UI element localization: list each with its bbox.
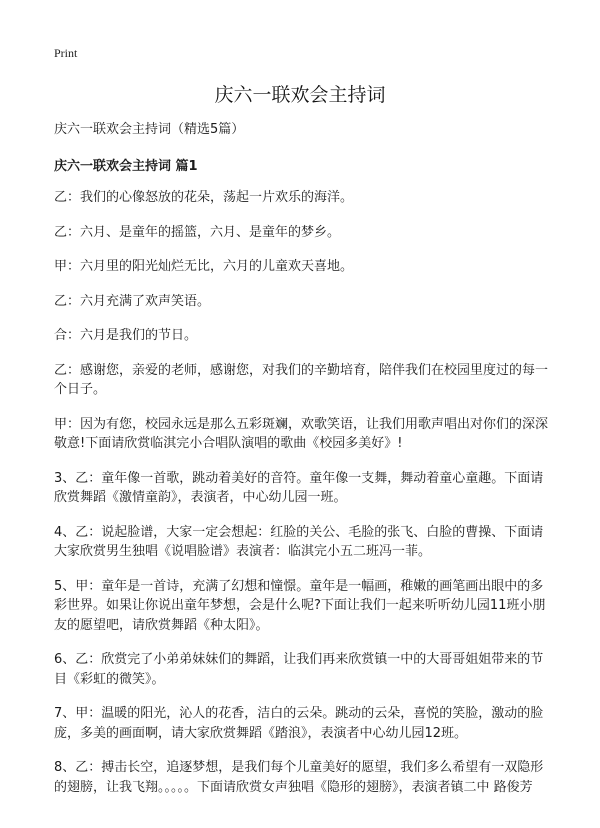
paragraph: 合：六月是我们的节日。: [54, 328, 198, 343]
paragraph: 甲：因为有您，校园永远是那么五彩斑斓，欢歌笑语，让我们用歌声唱出对你们的深深敬意!下面请欣赏临淇完小合唱队演唱的歌曲《校园多美好》!: [54, 416, 549, 451]
paragraph: 6、乙：欣赏完了小弟弟妹妹们的舞蹈，让我们再来欣赏镇一中的大哥哥姐姐带来的节目《彩虹的微笑》。: [54, 652, 544, 687]
paragraph: 乙：我们的心像怒放的花朵，荡起一片欢乐的海洋。: [54, 190, 354, 205]
paragraph: 7、甲：温暖的阳光，沁人的花香，洁白的云朵。跳动的云朵，喜悦的笑脸，激动的脸庞，多美的画面啊，请大家欣赏舞蹈《踏浪》，表演者中心幼儿园12班。: [54, 706, 544, 741]
paragraph: 3、乙：童年像一首歌，跳动着美好的音符。童年像一支舞，舞动着童心童趣。下面请欣赏舞蹈《激情童韵》，表演者，中心幼儿园一班。: [54, 470, 544, 505]
document-body: [54, 120, 550, 812]
print-link[interactable]: Print: [54, 46, 78, 60]
document-subtitle: 庆六一联欢会主持词（精选5篇）: [54, 122, 245, 137]
paragraph: 5、甲：童年是一首诗，充满了幻想和憧憬。童年是一幅画，稚嫩的画笔画出眼中的多彩世界。如果让你说出童年梦想，会是什么呢?下面让我们一起来听听幼儿园11班小朋友的愿望吧，请欣赏舞蹈《种太阳》。: [54, 578, 546, 633]
paragraph: 乙：感谢您，亲爱的老师，感谢您，对我们的辛勤培育，陪伴我们在校园里度过的每一个日子。: [54, 362, 549, 397]
paragraph: 乙：六月、是童年的摇篮，六月、是童年的梦乡。: [54, 224, 341, 240]
paragraph: 8、乙：搏击长空，追逐梦想，是我们每个儿童美好的愿望，我们多么希望有一双隐形的翅膀，让我飞翔。。。。。下面请欣赏女声独唱《隐形的翅膀》，表演者镇二中 路俊芳: [54, 760, 544, 795]
paragraph: 4、乙：说起脸谱，大家一定会想起：红脸的关公、毛脸的张飞、白脸的曹操、下面请大家欣赏男生独唱《说唱脸谱》表演者：临淇完小五二班冯一菲。: [54, 524, 544, 559]
section-heading: 庆六一联欢会主持词 篇1: [54, 158, 198, 174]
page-title: 庆六一联欢会主持词: [214, 84, 386, 106]
paragraph: 甲：六月里的阳光灿烂无比，六月的儿童欢天喜地。: [54, 259, 354, 274]
paragraph: 乙：六月充满了欢声笑语。: [54, 293, 211, 309]
